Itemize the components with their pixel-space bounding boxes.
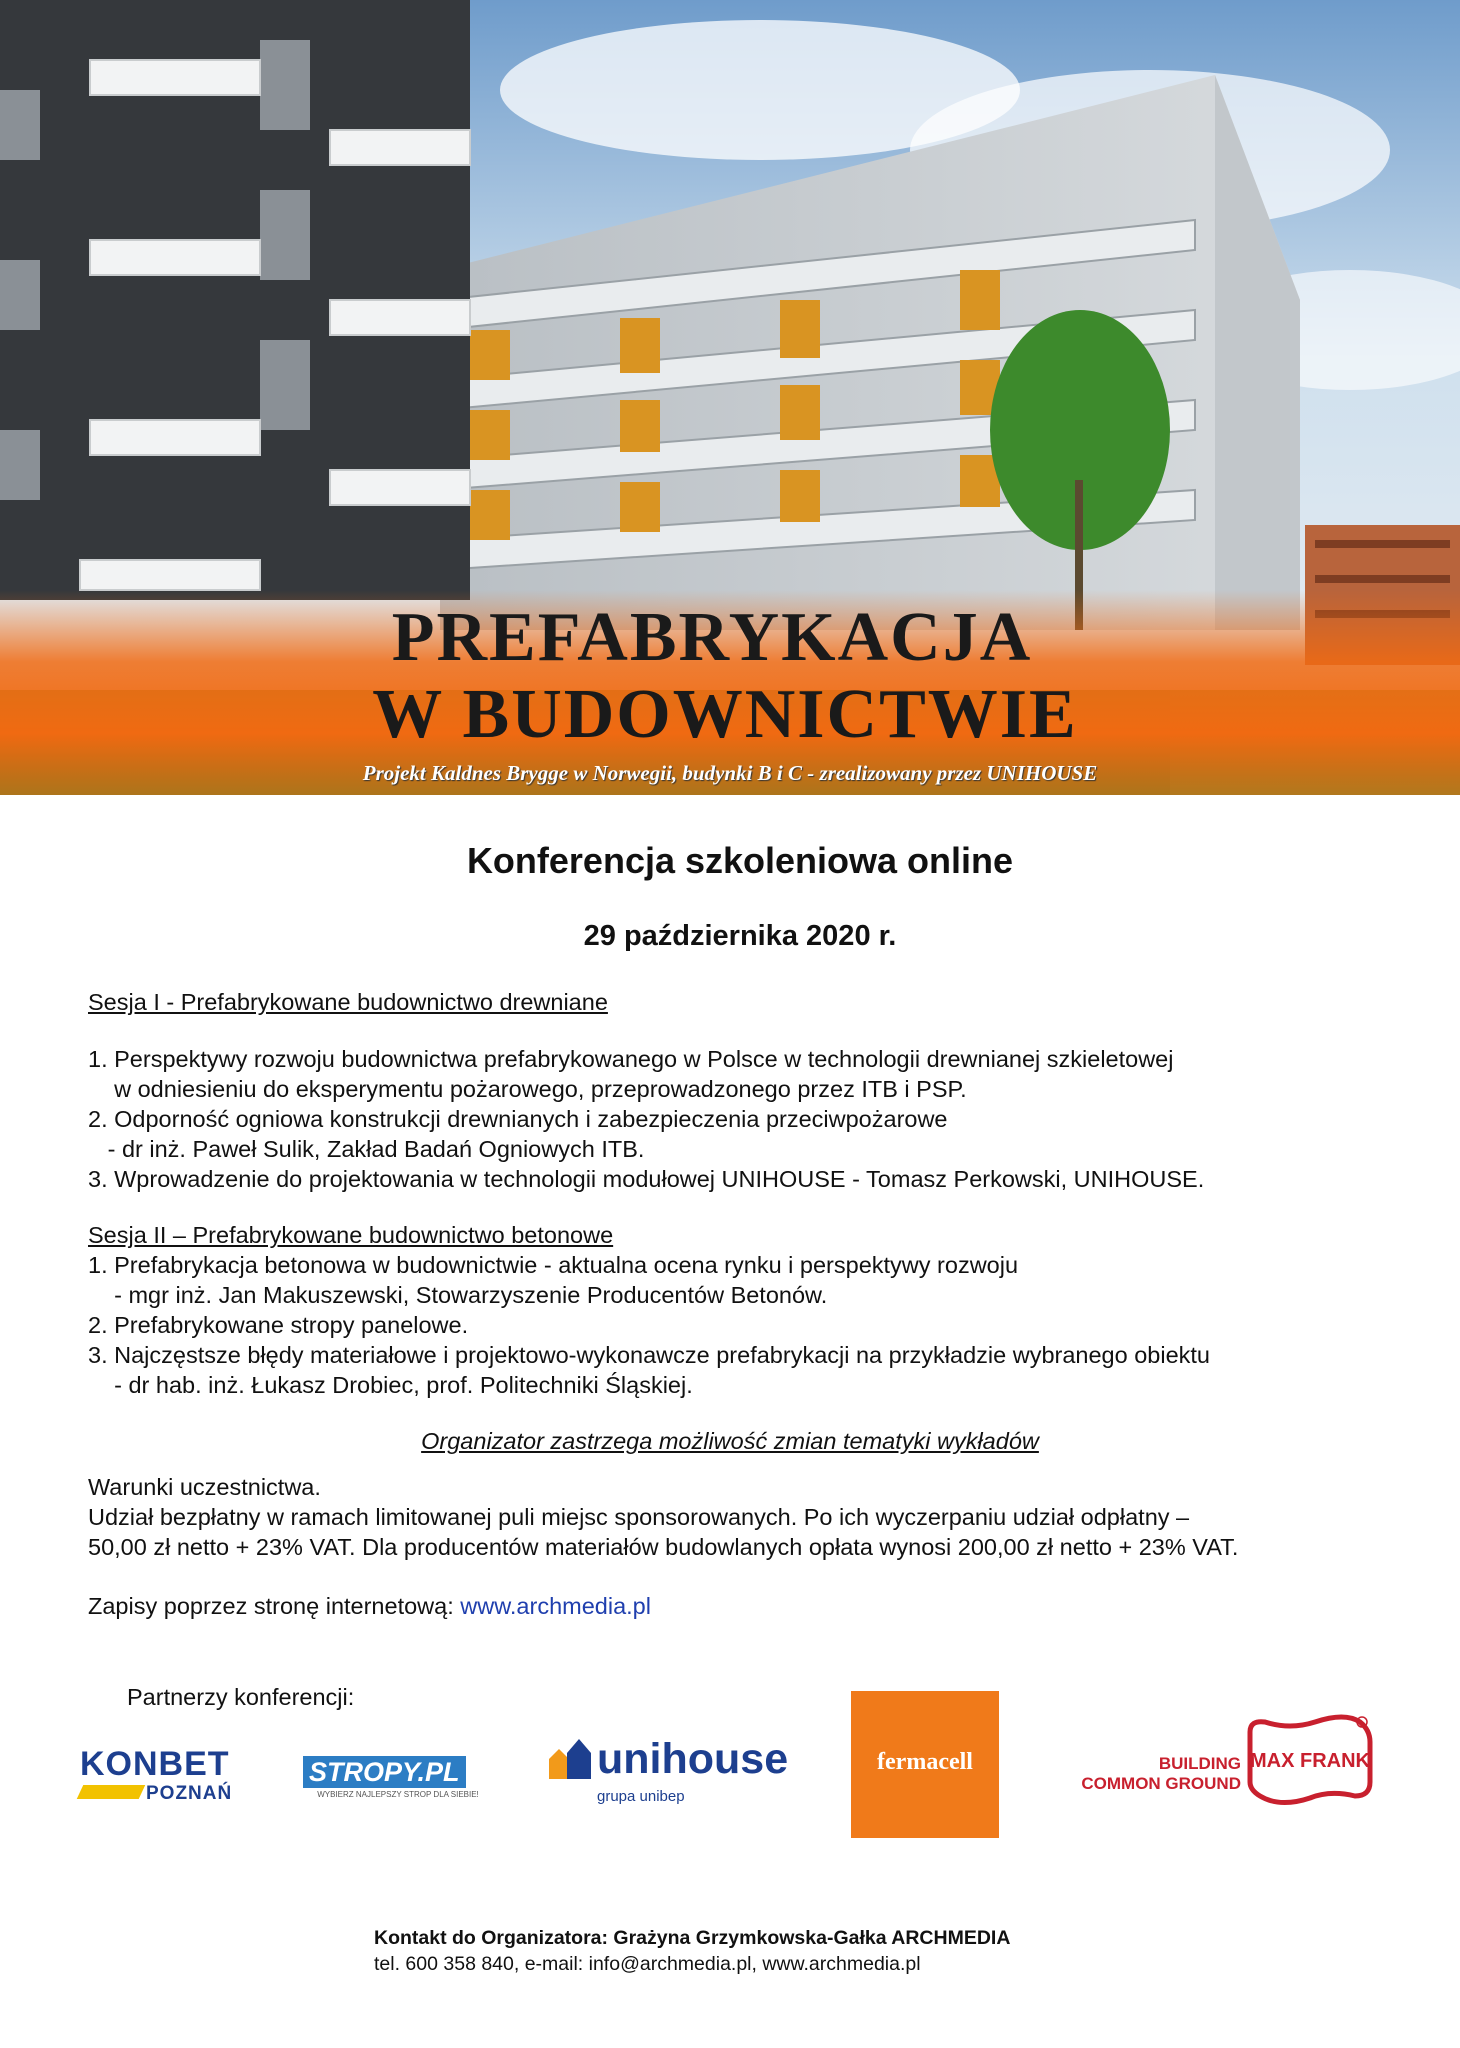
event-title: Konferencja szkoleniowa online [466, 840, 1014, 881]
event-date: 29 października 2020 r. [583, 920, 897, 952]
conditions-line: Udział bezpłatny w ramach limitowanej puli miejsc sponsorowanych. Po ich wyczerpaniu udział odpłatny – [88, 1504, 1190, 1530]
footer-contact-label: Kontakt do Organizatora: Grażyna Grzymkowska-Gałka ARCHMEDIA [374, 1927, 1011, 1949]
conditions-heading: Warunki uczestnictwa. [88, 1474, 321, 1500]
unihouse-arrow-icon [545, 1735, 593, 1783]
session2-line: - dr hab. inż. Łukasz Drobiec, prof. Politechniki Śląskiej. [88, 1372, 693, 1398]
hero-title-line2: W BUDOWNICTWIE [372, 676, 1078, 753]
partners-label: Partnerzy konferencji: [127, 1684, 355, 1710]
unihouse-sub: grupa unibep [597, 1788, 685, 1805]
konbet-logo[interactable] [80, 1745, 265, 1805]
stropy-tagline: WYBIERZ NAJLEPSZY STROP DLA SIEBIE! [317, 1790, 479, 1799]
unihouse-logo[interactable] [545, 1735, 795, 1810]
hero-caption: Projekt Kaldnes Brygge w Norwegii, budynki B i C - zrealizowany przez UNIHOUSE [362, 761, 1098, 785]
fermacell-name: fermacell [877, 1749, 973, 1775]
maxfrank-tagline [1081, 1754, 1241, 1794]
fermacell-logo[interactable] [851, 1691, 999, 1838]
session1-line: w odniesieniu do eksperymentu pożarowego, przeprowadzonego przez ITB i PSP. [88, 1076, 967, 1102]
organizer-note: Organizator zastrzega możliwość zmian tematyki wykładów [421, 1428, 1039, 1454]
hero-banner [0, 0, 1460, 795]
konbet-sub: POZNAŃ [146, 1783, 233, 1804]
session2-line: 2. Prefabrykowane stropy panelowe. [88, 1312, 469, 1338]
unihouse-name: unihouse [597, 1735, 789, 1783]
konbet-logo-mark [77, 1785, 146, 1799]
session2-line: 1. Prefabrykacja betonowa w budownictwie - aktualna ocena rynku i perspektywy rozwoju [88, 1252, 1019, 1278]
conditions-line: 50,00 zł netto + 23% VAT. Dla producentów materiałów budowlanych opłata wynosi 200,00 zł netto + 23% VAT. [88, 1534, 1239, 1560]
maxfrank-tagline-2: COMMON GROUND [1081, 1774, 1241, 1793]
session1-line: 1. Perspektywy rozwoju budownictwa prefabrykowanego w Polsce w technologii drewnianej szkieletowej [88, 1046, 1174, 1072]
maxfrank-logo[interactable] [1065, 1712, 1385, 1812]
stropy-name: STROPY.PL [303, 1756, 466, 1788]
maxfrank-tagline-1: BUILDING [1158, 1754, 1241, 1773]
session2-line: - mgr inż. Jan Makuszewski, Stowarzyszenie Producentów Betonów. [88, 1282, 828, 1308]
footer-contact-line: tel. 600 358 840, e-mail: info@archmedia.pl, www.archmedia.pl [374, 1953, 921, 1975]
session1-title: Sesja I - Prefabrykowane budownictwo drewniane [88, 989, 608, 1015]
footer-contact [374, 1925, 1010, 1977]
stropy-logo[interactable] [303, 1756, 493, 1799]
registration-label: Zapisy poprzez stronę internetową: [88, 1593, 461, 1619]
konbet-name: KONBET [80, 1745, 230, 1783]
session2-title: Sesja II – Prefabrykowane budownictwo betonowe [88, 1222, 614, 1248]
maxfrank-name: MAX FRANK [1250, 1750, 1370, 1772]
registration-link[interactable]: www.archmedia.pl [460, 1593, 651, 1619]
session2-line: 3. Najczęstsze błędy materiałowe i projektowo-wykonawcze prefabrykacji na przykładzie wybranego obiektu [88, 1342, 1210, 1368]
hero-title-line1: PREFABRYKACJA [391, 599, 1033, 676]
session1-line: - dr inż. Paweł Sulik, Zakład Badań Ogniowych ITB. [88, 1136, 645, 1162]
session1-line: 3. Wprowadzenie do projektowania w technologii modułowej UNIHOUSE - Tomasz Perkowski, UNIHOUSE. [88, 1166, 1205, 1192]
session1-line: 2. Odporność ogniowa konstrukcji drewnianych i zabezpieczenia przeciwpożarowe [88, 1106, 948, 1132]
registration-line [88, 1591, 651, 1621]
